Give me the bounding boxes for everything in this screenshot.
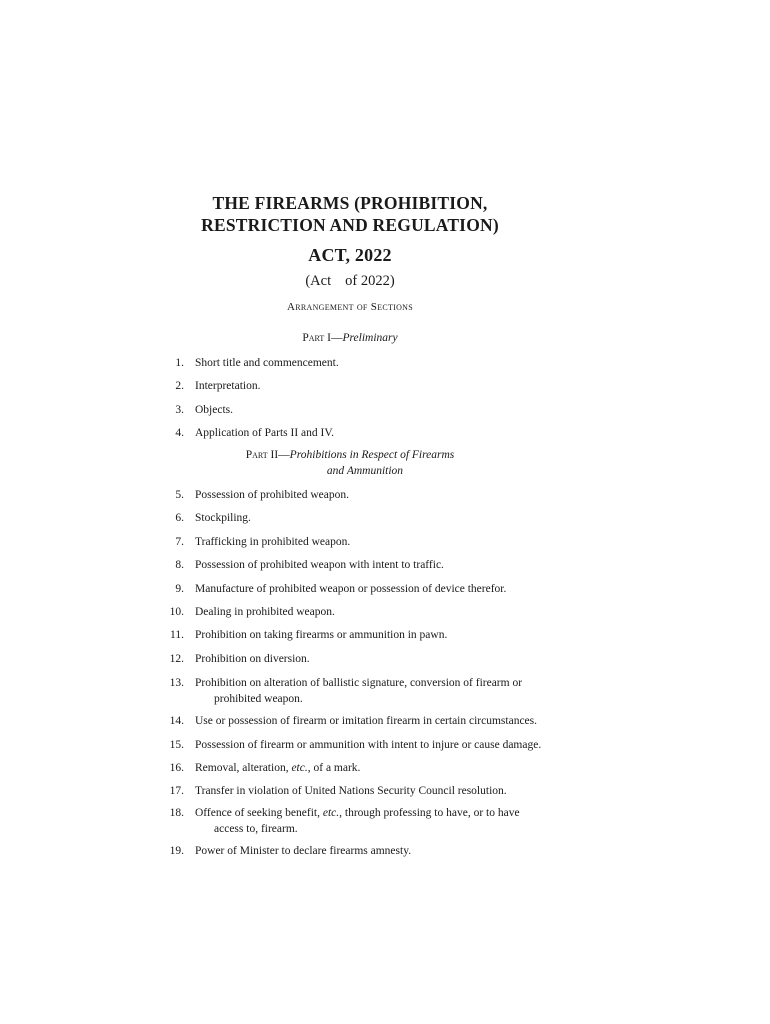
section-number: 19. bbox=[169, 845, 184, 857]
part-heading-1 bbox=[150, 330, 550, 346]
section-number: 5. bbox=[175, 489, 184, 501]
act-number-prefix: (Act bbox=[305, 273, 332, 289]
section-text: Possession of firearm or ammunition with intent to injure or cause damage. bbox=[195, 739, 542, 751]
section-number: 18. bbox=[169, 807, 184, 819]
section-number: 6. bbox=[175, 512, 184, 524]
section-text: Manufacture of prohibited weapon or possession of device therefor. bbox=[195, 583, 507, 595]
section-number: 2. bbox=[175, 380, 184, 392]
section-text: Short title and commencement. bbox=[195, 357, 339, 369]
section-text-continued: access to, firearm. bbox=[214, 823, 298, 835]
act-title-line-3: ACT, 2022 bbox=[308, 245, 392, 265]
act-number-year: of 2022) bbox=[345, 273, 395, 289]
section-text: Use or possession of firearm or imitation firearm in certain circumstances. bbox=[195, 715, 538, 727]
section-number: 7. bbox=[175, 536, 184, 548]
section-number: 1. bbox=[175, 357, 184, 369]
section-number: 11. bbox=[170, 629, 184, 641]
section-text-italic: etc. bbox=[291, 762, 308, 774]
section-text: Stockpiling. bbox=[195, 512, 251, 524]
section-number: 4. bbox=[175, 427, 184, 439]
section-text: Possession of prohibited weapon with intent to traffic. bbox=[195, 559, 444, 571]
part-number: Part II— bbox=[245, 449, 290, 461]
section-text-part: Removal, alteration, bbox=[195, 762, 292, 774]
section-number: 13. bbox=[169, 677, 184, 689]
section-text: Application of Parts II and IV. bbox=[195, 427, 335, 439]
section-text: Transfer in violation of United Nations Security Council resolution. bbox=[195, 785, 507, 797]
act-title-line-2: RESTRICTION AND REGULATION) bbox=[201, 215, 499, 235]
section-text: Power of Minister to declare firearms amnesty. bbox=[195, 845, 412, 857]
section-number: 14. bbox=[169, 715, 184, 727]
section-text: Interpretation. bbox=[195, 380, 261, 392]
section-text: Objects. bbox=[195, 404, 234, 416]
section-number: 12. bbox=[169, 653, 184, 665]
part-heading-2 bbox=[150, 447, 550, 479]
section-number: 9. bbox=[175, 583, 184, 595]
section-text-part: Offence of seeking benefit, bbox=[195, 807, 323, 819]
section-text-part: , of a mark. bbox=[307, 762, 361, 774]
section-text-continued: prohibited weapon. bbox=[214, 693, 303, 705]
part-title: Preliminary bbox=[342, 332, 398, 344]
section-text bbox=[195, 760, 555, 776]
section-text: Trafficking in prohibited weapon. bbox=[195, 536, 351, 548]
section-number: 16. bbox=[169, 762, 184, 774]
section-number: 8. bbox=[175, 559, 184, 571]
section-text: Possession of prohibited weapon. bbox=[195, 489, 349, 501]
section-number: 15. bbox=[169, 739, 184, 751]
section-text bbox=[195, 805, 555, 837]
section-text-italic: etc., bbox=[322, 807, 342, 819]
section-text: Prohibition on taking firearms or ammunition in pawn. bbox=[195, 629, 448, 641]
section-number: 10. bbox=[169, 606, 184, 618]
part-title: Prohibitions in Respect of Firearms bbox=[289, 449, 455, 461]
section-text-line: Prohibition on alteration of ballistic signature, conversion of firearm or bbox=[195, 677, 523, 689]
act-number bbox=[150, 272, 550, 290]
act-title-line-1: THE FIREARMS (PROHIBITION, bbox=[212, 193, 488, 213]
section-text bbox=[195, 675, 555, 707]
section-text: Dealing in prohibited weapon. bbox=[195, 606, 335, 618]
arrangement-heading: Arrangement of Sections bbox=[286, 301, 414, 313]
part-number: Part I— bbox=[302, 332, 343, 344]
section-number: 17. bbox=[169, 785, 184, 797]
section-number: 3. bbox=[175, 404, 184, 416]
part-title-continued: and Ammunition bbox=[326, 465, 404, 477]
section-text: Prohibition on diversion. bbox=[195, 653, 310, 665]
section-text-part: through professing to have, or to have bbox=[342, 807, 520, 819]
